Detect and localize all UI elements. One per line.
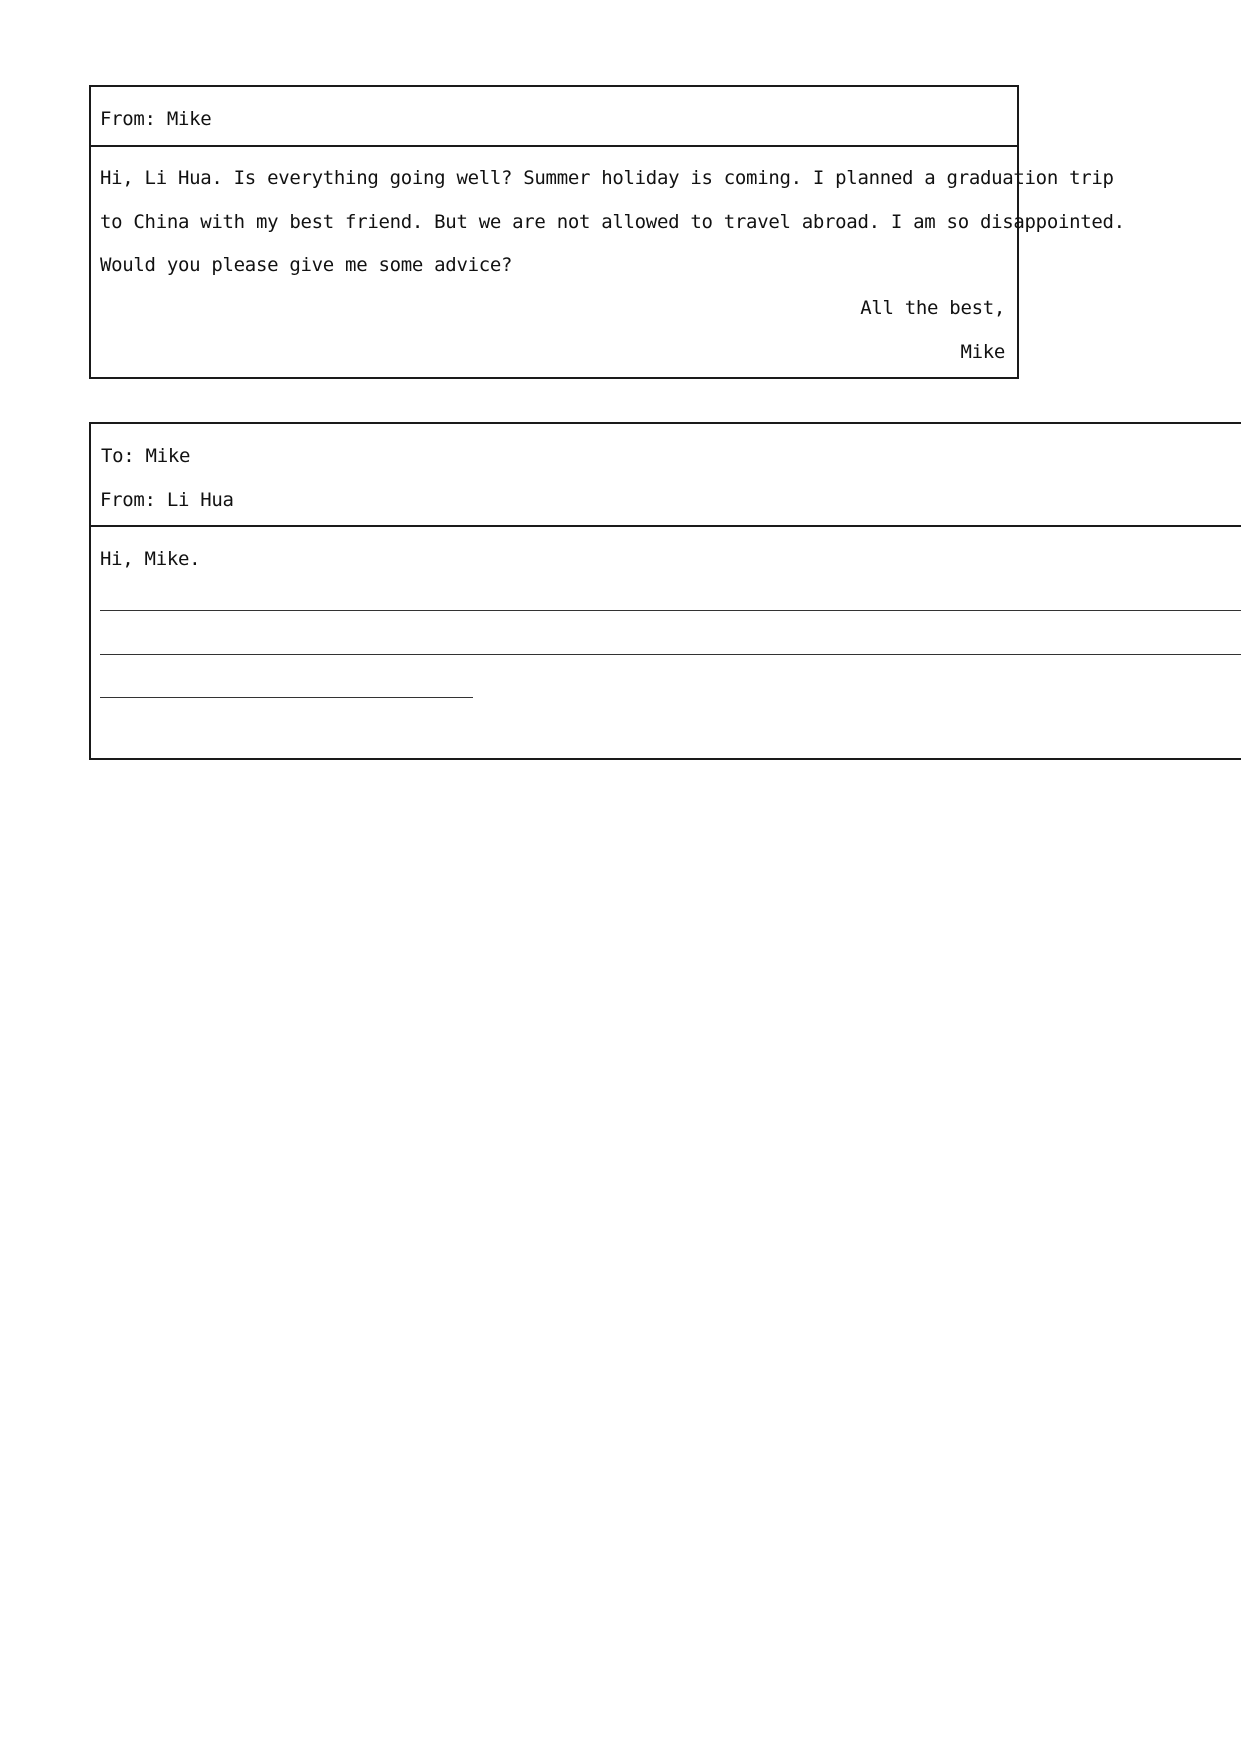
incoming-body-line-3: Would you please give me some advice? <box>100 254 513 276</box>
answer-line-2[interactable] <box>100 654 1241 655</box>
reply-from-line: From: Li Hua <box>100 489 234 511</box>
reply-greeting: Hi, Mike. <box>100 548 201 570</box>
incoming-body-line-1: Hi, Li Hua. Is everything going well? Summer holiday is coming. I planned a graduation trip <box>100 167 1114 189</box>
incoming-from-line: From: Mike <box>100 108 212 130</box>
answer-line-3[interactable] <box>100 697 473 698</box>
reply-email-header <box>91 424 1241 527</box>
reply-email-box <box>89 422 1241 760</box>
answer-line-1[interactable] <box>100 610 1241 611</box>
incoming-signature: Mike <box>960 341 1005 363</box>
incoming-email-header <box>91 87 1017 147</box>
incoming-closing: All the best, <box>860 297 1005 319</box>
incoming-email-box <box>89 85 1125 379</box>
reply-to-line: To: Mike <box>101 445 191 467</box>
incoming-body-line-2: to China with my best friend. But we are not allowed to travel abroad. I am so disappointed. <box>100 211 1125 233</box>
